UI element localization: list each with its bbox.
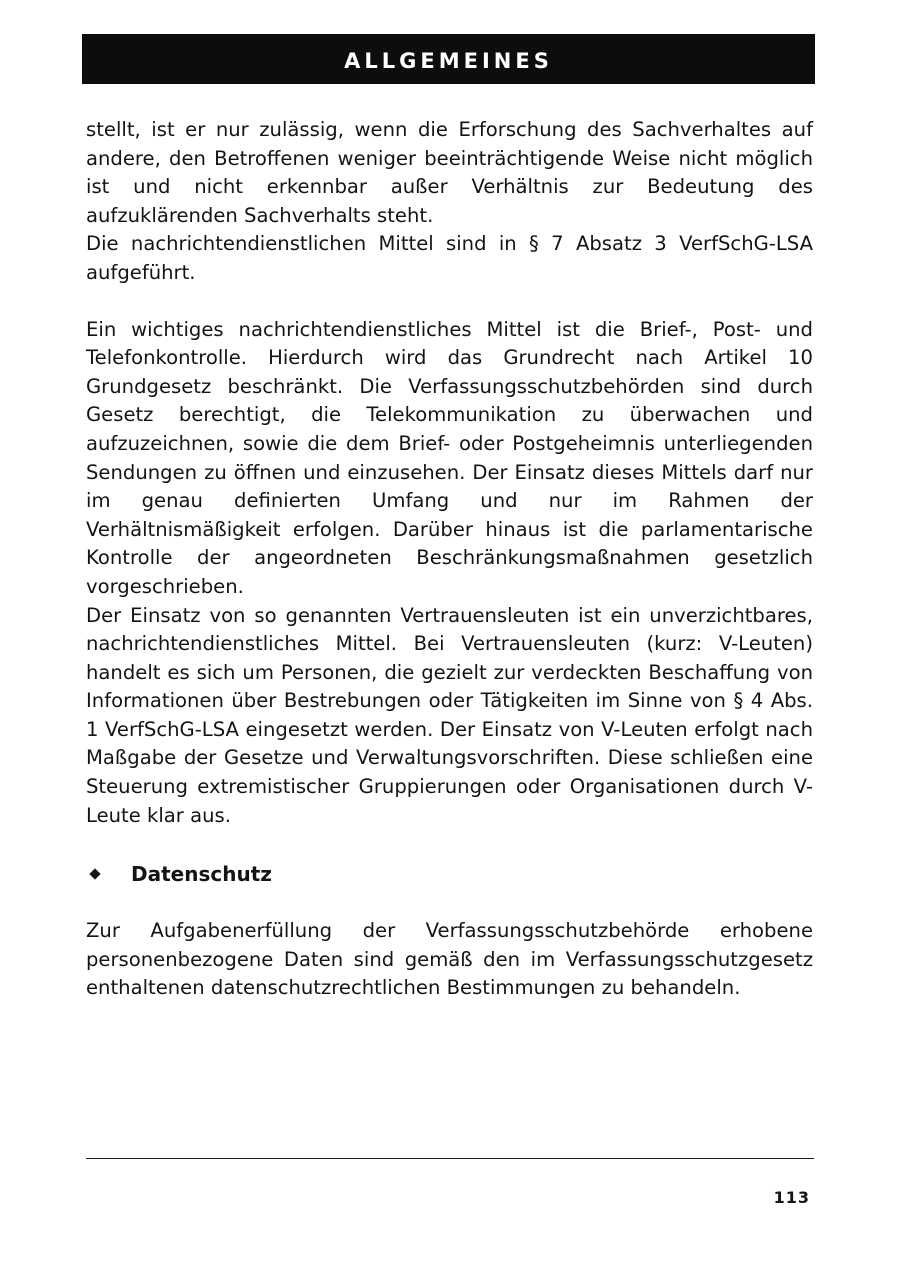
paragraph-mail-telephone-control: Ein wichtiges nachrichtendienstliches Mittel ist die Brief-, Post- und Telefonkontrolle. Hierdurch wird das Grundrecht nach Artikel 10 Grundgesetz beschränkt. Die Verfassungsschutzbehörden sind durch Gesetz berechtigt, die Telekommunikation zu überwachen und aufzuzeichnen, sowie die dem Brief- oder Postgeheimnis unterliegenden Sendungen zu öffnen und einzusehen. Der Einsatz dieses Mittels darf nur im genau definierten Umfang und nur im Rahmen der Verhältnismäßigkeit erfolgen. Darüber hinaus ist die parlamentarische Kontrolle der angeordneten Beschränkungsmaßnahmen gesetzlich vorgeschrieben.	[86, 317, 813, 598]
page-number: 113	[773, 1188, 810, 1207]
paragraph-continued: stellt, ist er nur zulässig, wenn die Erforschung des Sachverhaltes auf andere, den Betroffenen weniger beeinträchtigende Weise nicht möglich ist und nicht erkennbar außer Verhältnis zur Bedeutung des aufzuklärenden Sachverhalts steht.	[86, 118, 813, 227]
header-bar	[82, 34, 815, 84]
footer-divider	[86, 1158, 814, 1159]
section-heading-text: Datenschutz	[131, 862, 272, 887]
section-heading	[86, 860, 813, 888]
paragraph-informants: Der Einsatz von so genannten Vertrauensleuten ist ein unverzichtbares, nachrichtendienstliches Mittel. Bei Vertrauensleuten (kurz: V-Leuten) handelt es sich um Personen, die gezielt zur verdeckten Beschaffung von Informationen über Bestrebungen oder Tätigkeiten im Sinne von § 4 Abs. 1 VerfSchG-LSA eingesetzt werden. Der Einsatz von V-Leuten erfolgt nach Maßgabe der Gesetze und Verwaltungsvorschriften. Diese schließen eine Steuerung extremistischer Gruppierungen oder Organisationen durch V-Leute klar aus.	[86, 603, 813, 827]
diamond-bullet-icon	[89, 868, 101, 880]
paragraph-legal-reference: Die nachrichtendienstlichen Mittel sind in § 7 Absatz 3 VerfSchG-LSA aufgeführt.	[86, 232, 813, 284]
page-section-title: ALLGEMEINES	[344, 49, 553, 73]
page-content	[86, 116, 813, 1003]
paragraph-data-protection: Zur Aufgabenerfüllung der Verfassungsschutzbehörde erhobene personenbezogene Daten sind gemäß den im Verfassungsschutzgesetz enthaltenen datenschutzrechtlichen Bestimmungen zu behandeln.	[86, 919, 813, 1000]
